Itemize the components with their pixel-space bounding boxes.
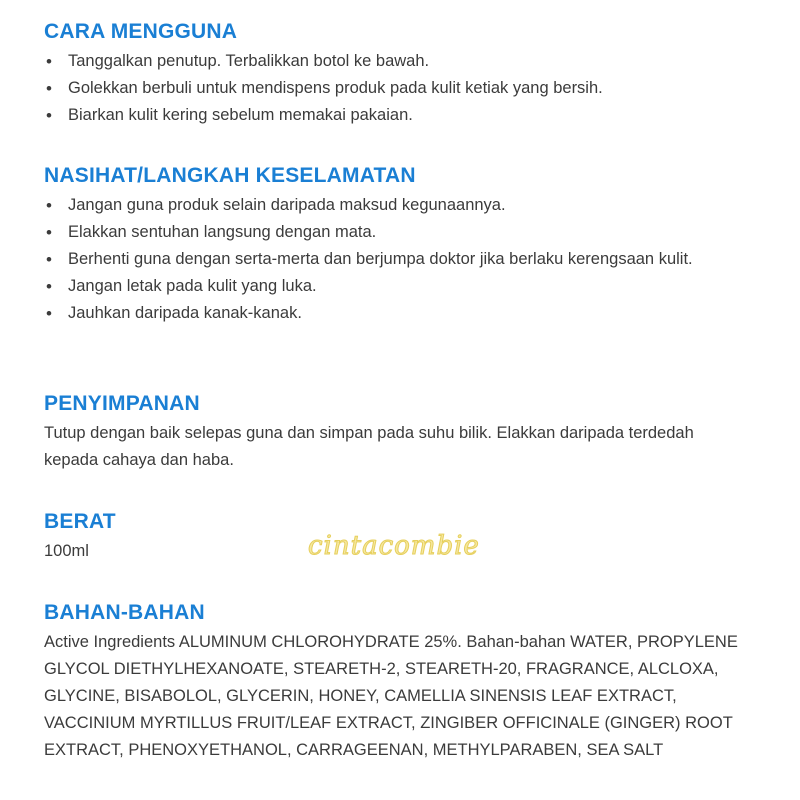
weight-value: 100ml bbox=[44, 542, 89, 560]
weight-heading: BERAT bbox=[44, 510, 116, 533]
watermark: cintacombie bbox=[308, 531, 480, 561]
usage-section bbox=[44, 18, 603, 129]
safety-item: • Jauhkan daripada kanak-kanak. bbox=[44, 300, 693, 327]
usage-item: • Tanggalkan penutup. Terbalikkan botol ke bawah. bbox=[44, 48, 603, 75]
weight-section bbox=[44, 508, 116, 565]
safety-heading: NASIHAT/LANGKAH KESELAMATAN bbox=[44, 164, 416, 187]
usage-list bbox=[44, 48, 603, 129]
safety-section bbox=[44, 162, 693, 327]
safety-list bbox=[44, 192, 693, 327]
safety-item: • Berhenti guna dengan serta-merta dan berjumpa doktor jika berlaku kerengsaan kulit. bbox=[44, 246, 693, 273]
safety-item: • Jangan guna produk selain daripada maksud kegunaannya. bbox=[44, 192, 693, 219]
safety-item: • Jangan letak pada kulit yang luka. bbox=[44, 273, 693, 300]
usage-heading: CARA MENGGUNA bbox=[44, 20, 238, 43]
ingredients-section bbox=[44, 599, 760, 764]
storage-section bbox=[44, 390, 734, 474]
ingredients-text: Active Ingredients ALUMINUM CHLOROHYDRATE 25%. Bahan-bahan WATER, PROPYLENE GLYCOL DIETHYLHEXANOATE, STEARETH-2, STEARETH-20, FRAGRANCE, ALCLOXA, GLYCINE, BISABOLOL, GLYCERIN, HONEY, CAMELLIA SINENSIS LEAF EXTRACT, VACCINIUM MYRTILLUS FRUIT/LEAF EXTRACT, ZINGIBER OFFICINALE (GINGER) ROOT EXTRACT, PHENOXYETHANOL, CARRAGEENAN, METHYLPARABEN, SEA SALT bbox=[44, 633, 738, 759]
storage-text: Tutup dengan baik selepas guna dan simpan pada suhu bilik. Elakkan daripada terdedah kepada cahaya dan haba. bbox=[44, 424, 694, 469]
safety-item: • Elakkan sentuhan langsung dengan mata. bbox=[44, 219, 693, 246]
ingredients-heading: BAHAN-BAHAN bbox=[44, 601, 205, 624]
usage-item: • Biarkan kulit kering sebelum memakai pakaian. bbox=[44, 102, 603, 129]
usage-item: • Golekkan berbuli untuk mendispens produk pada kulit ketiak yang bersih. bbox=[44, 75, 603, 102]
storage-heading: PENYIMPANAN bbox=[44, 392, 200, 415]
